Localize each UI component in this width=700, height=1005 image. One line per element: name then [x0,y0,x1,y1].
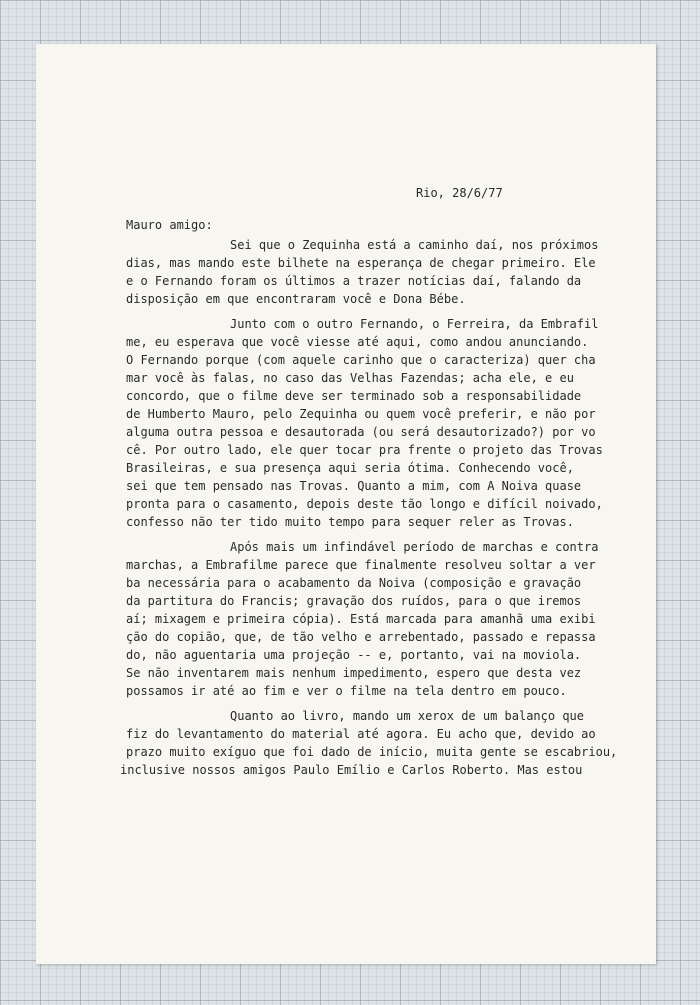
letter-line: Brasileiras, e sua presença aqui seria ótima. Conhecendo você, [126,461,574,475]
letter-line: prazo muito exíguo que foi dado de início, muita gente se escabriou, [126,745,618,759]
letter-line: me, eu esperava que você viesse até aqui, como andou anunciando. [126,335,589,349]
letter-line: confesso não ter tido muito tempo para sequer reler as Trovas. [126,515,574,529]
letter-line: alguma outra pessoa e desautorada (ou será desautorizado?) por vo [126,425,596,439]
letter-line: fiz do levantamento do material até agora. Eu acho que, devido ao [126,727,596,741]
letter-line: do, não aguentaria uma projeção -- e, portanto, vai na moviola. [126,648,582,662]
letter-line: aí; mixagem e primeira cópia). Está marcada para amanhã uma exibi [126,612,596,626]
letter-line: pronta para o casamento, depois deste tão longo e difícil noivado, [126,497,603,511]
letter-line: dias, mas mando este bilhete na esperança de chegar primeiro. Ele [126,256,596,270]
letter-line: e o Fernando foram os últimos a trazer notícias daí, falando da [126,274,582,288]
letter-line: marchas, a Embrafilme parece que finalmente resolveu soltar a ver [126,558,596,572]
letter-salutation: Mauro amigo: [126,218,213,232]
letter-line: disposição em que encontraram você e Dona Bébe. [126,292,466,306]
letter-line: Quanto ao livro, mando um xerox de um balanço que [230,709,585,723]
letter-line: concordo, que o filme deve ser terminado sob a responsabilidade [126,389,582,403]
letter-line: cê. Por outro lado, ele quer tocar pra frente o projeto das Trovas [126,443,603,457]
letter-line: Sei que o Zequinha está a caminho daí, nos próximos [230,238,599,252]
letter-line: possamos ir até ao fim e ver o filme na tela dentro em pouco. [126,684,567,698]
letter-line: O Fernando porque (com aquele carinho que o caracteriza) quer cha [126,353,596,367]
letter-date: Rio, 28/6/77 [416,186,503,200]
letter-line: da partitura do Francis; gravação dos ruídos, para o que iremos [126,594,582,608]
letter-line: ba necessária para o acabamento da Noiva (composição e gravação [126,576,582,590]
letter-line: sei que tem pensado nas Trovas. Quanto a mim, com A Noiva quase [126,479,582,493]
letter-line: de Humberto Mauro, pelo Zequinha ou quem você preferir, e não por [126,407,596,421]
letter-line: Junto com o outro Fernando, o Ferreira, da Embrafil [230,317,599,331]
letter-line: mar você às falas, no caso das Velhas Fazendas; acha ele, e eu [126,371,574,385]
letter-line: inclusive nossos amigos Paulo Emílio e Carlos Roberto. Mas estou [120,763,583,777]
letter-line: ção do copião, que, de tão velho e arrebentado, passado e repassa [126,630,596,644]
letter-line: Se não inventarem mais nenhum impedimento, espero que desta vez [126,666,582,680]
letter-line: Após mais um infindável período de marchas e contra [230,540,599,554]
letter-sheet [36,44,656,964]
